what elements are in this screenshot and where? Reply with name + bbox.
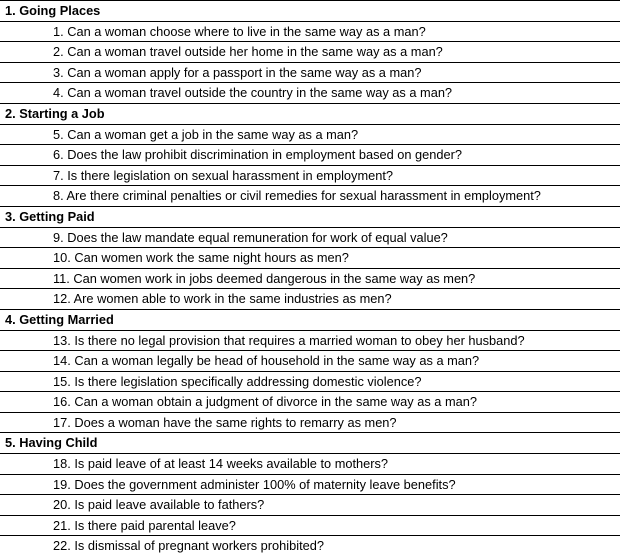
question-row: 5. Can a woman get a job in the same way as a man?	[0, 125, 620, 146]
question-row: 15. Is there legislation specifically addressing domestic violence?	[0, 372, 620, 393]
question-row: 17. Does a woman have the same rights to remarry as men?	[0, 413, 620, 434]
question-row: 2. Can a woman travel outside her home in the same way as a man?	[0, 42, 620, 63]
question-row: 21. Is there paid parental leave?	[0, 516, 620, 537]
question-row: 14. Can a woman legally be head of household in the same way as a man?	[0, 351, 620, 372]
question-row: 18. Is paid leave of at least 14 weeks available to mothers?	[0, 454, 620, 475]
section-heading: 2. Starting a Job	[0, 104, 620, 125]
question-row: 7. Is there legislation on sexual harassment in employment?	[0, 166, 620, 187]
question-row: 6. Does the law prohibit discrimination in employment based on gender?	[0, 145, 620, 166]
question-row: 10. Can women work the same night hours as men?	[0, 248, 620, 269]
question-row: 9. Does the law mandate equal remuneration for work of equal value?	[0, 228, 620, 249]
question-row: 11. Can women work in jobs deemed dangerous in the same way as men?	[0, 269, 620, 290]
question-row: 1. Can a woman choose where to live in the same way as a man?	[0, 22, 620, 43]
section-heading: 4. Getting Married	[0, 310, 620, 331]
question-row: 13. Is there no legal provision that requires a married woman to obey her husband?	[0, 331, 620, 352]
question-row: 19. Does the government administer 100% of maternity leave benefits?	[0, 475, 620, 496]
section-heading: 5. Having Child	[0, 433, 620, 454]
question-row: 20. Is paid leave available to fathers?	[0, 495, 620, 516]
question-row: 16. Can a woman obtain a judgment of divorce in the same way as a man?	[0, 392, 620, 413]
question-row: 8. Are there criminal penalties or civil remedies for sexual harassment in employment?	[0, 186, 620, 207]
question-row: 12. Are women able to work in the same industries as men?	[0, 289, 620, 310]
question-row: 4. Can a woman travel outside the country in the same way as a man?	[0, 83, 620, 104]
question-row: 3. Can a woman apply for a passport in the same way as a man?	[0, 63, 620, 84]
section-heading: 3. Getting Paid	[0, 207, 620, 228]
question-row: 22. Is dismissal of pregnant workers prohibited?	[53, 538, 325, 554]
section-heading: 1. Going Places	[0, 1, 620, 22]
